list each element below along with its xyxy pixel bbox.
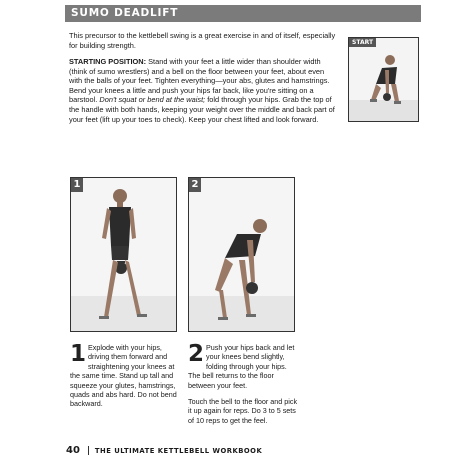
- step-2-photo: [188, 177, 295, 332]
- starting-position-text-end: fold through your hips. Grab the top of the handle with both hands, keeping your weight over the middle and back part of your feet (lift up your toes to check). Keep your chest lifted and look forward.: [69, 95, 335, 124]
- step-2-instructions: [188, 343, 298, 425]
- step-2-text: Push your hips back and let your knees bend slightly, folding through your hips. The bell returns to the floor between your feet.: [188, 343, 295, 390]
- starting-position-paragraph: [69, 57, 337, 124]
- step-1-figure-illustration: [71, 178, 177, 332]
- step-1-text: Explode with your hips, driving them forward and straightening your knees at the same time. Stand up tall and squeeze your glutes, hamstrings, quads and abs hard. Do not bend backward.: [70, 343, 177, 409]
- starting-position-text: Stand with your feet a little wider than shoulder width (think of sumo wrestlers) and a bell on the floor between your feet, about even with the balls of your feet. Tighten everything—your abs, glutes and hamstrings. Bend your knees a little and push your hips far back, like you're sitting on a barstool.: [69, 57, 330, 105]
- page-number: 40: [66, 445, 80, 456]
- step-1-number: 1: [70, 341, 87, 367]
- page-footer: [66, 445, 262, 456]
- starting-position-italic: Don't squat or bend at the waist;: [99, 95, 206, 105]
- start-label: START: [349, 38, 376, 47]
- step-1-photo-number: 1: [71, 178, 83, 192]
- step-2-photo-number: 2: [189, 178, 201, 192]
- step-1-photo: [70, 177, 177, 332]
- start-photo: [348, 37, 419, 122]
- section-title: SUMO DEADLIFT: [65, 5, 421, 22]
- step-2-text-reps: Touch the bell to the floor and pick it up again for reps. Do 3 to 5 sets of 10 reps to get the feel.: [188, 397, 298, 425]
- intro-paragraph: This precursor to the kettlebell swing is a great exercise in and of itself, especially for building strength.: [69, 31, 336, 50]
- start-figure-illustration: [349, 38, 419, 122]
- step-2-number: 2: [188, 341, 205, 367]
- starting-position-label: STARTING POSITION:: [69, 57, 147, 66]
- footer-divider: [88, 446, 89, 455]
- book-title: THE ULTIMATE KETTLEBELL WORKBOOK: [94, 446, 263, 455]
- step-2-figure-illustration: [189, 178, 295, 332]
- step-1-instructions: [70, 343, 178, 409]
